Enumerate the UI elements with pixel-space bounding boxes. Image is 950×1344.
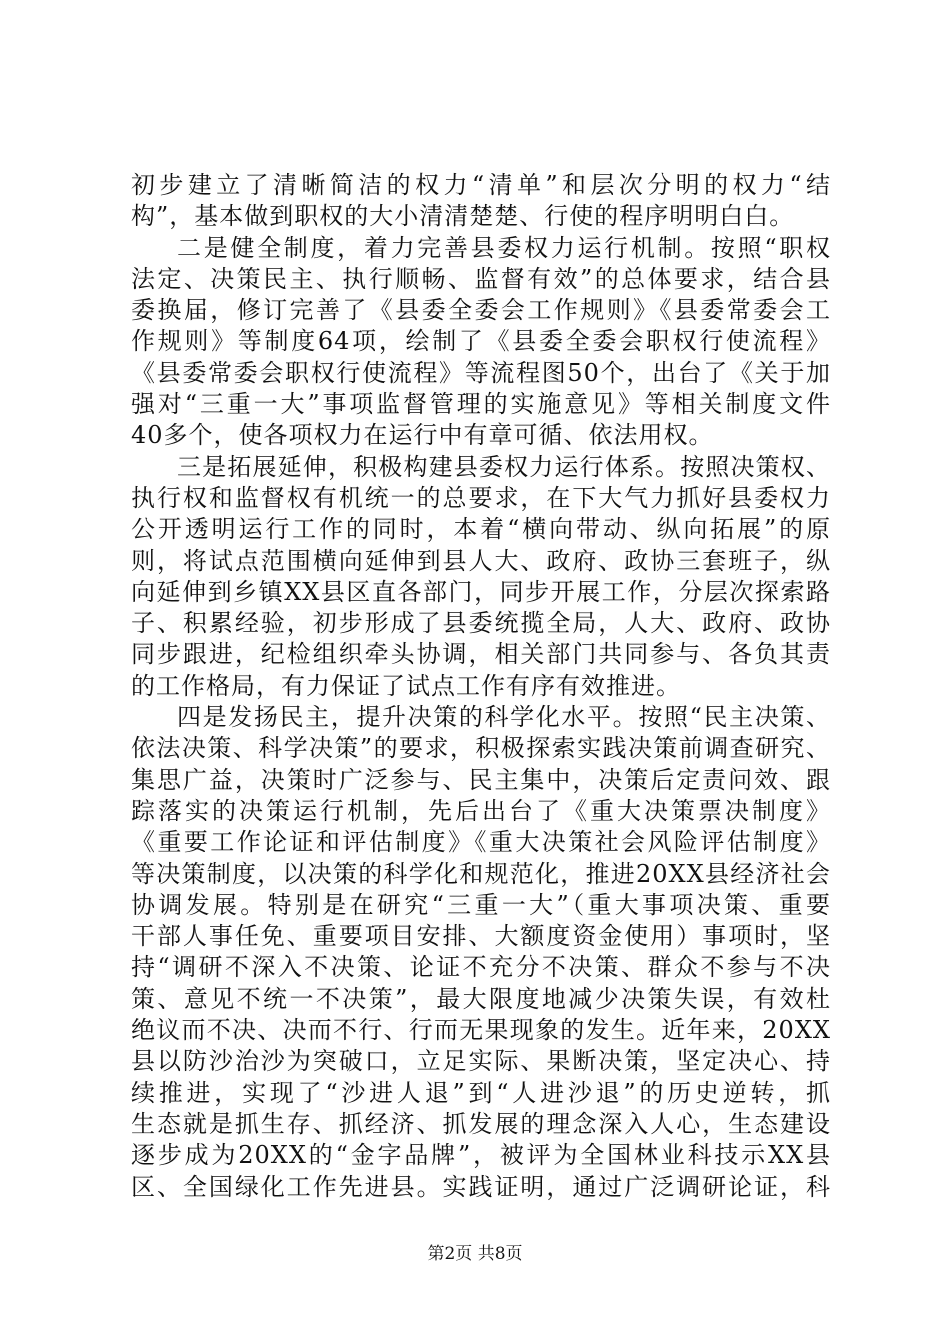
text-line: 子、积累经验，初步形成了县委统揽全局，人大、政府、政协 [131, 609, 831, 638]
text-line: 干部人事任免、重要项目安排、大额度资金使用）事项时，坚 [131, 922, 831, 951]
text-line: 则，将试点范围横向延伸到县人大、政府、政协三套班子，纵 [131, 546, 831, 575]
paragraph-first-line: 二是健全制度，着力完善县委权力运行机制。按照“职权 [177, 233, 831, 262]
text-line: 生态就是抓生存、抓经济、抓发展的理念深入人心，生态建设 [131, 1109, 831, 1138]
text-line: 40多个，使各项权力在运行中有章可循、依法用权。 [131, 421, 714, 450]
text-line: 同步跟进，纪检组织牵头协调，相关部门共同参与、各负其责 [131, 640, 831, 669]
text-line: 续推进，实现了“沙进人退”到“人进沙退”的历史逆转，抓 [131, 1078, 831, 1107]
text-line: 区、全国绿化工作先进县。实践证明，通过广泛调研论证，科 [131, 1172, 831, 1201]
text-line: 《县委常委会职权行使流程》等流程图50个，出台了《关于加 [131, 358, 831, 387]
text-line: 《重要工作论证和评估制度》《重大决策社会风险评估制度》 [131, 828, 831, 857]
text-line: 向延伸到乡镇XX县区直各部门，同步开展工作，分层次探索路 [131, 577, 831, 606]
paragraph-first-line: 四是发扬民主，提升决策的科学化水平。按照“民主决策、 [177, 703, 831, 732]
document-body [131, 170, 831, 1203]
text-line: 的工作格局，有力保证了试点工作有序有效推进。 [131, 671, 681, 700]
text-line: 集思广益，决策时广泛参与、民主集中，决策后定责问效、跟 [131, 765, 831, 794]
text-line: 强对“三重一大”事项监督管理的实施意见》等相关制度文件 [131, 390, 831, 419]
text-line: 持“调研不深入不决策、论证不充分不决策、群众不参与不决 [131, 953, 831, 982]
text-line: 依法决策、科学决策”的要求，积极探索实践决策前调查研究、 [131, 734, 831, 763]
text-line: 委换届，修订完善了《县委全委会工作规则》《县委常委会工 [131, 296, 831, 325]
text-line: 构”，基本做到职权的大小清清楚楚、行使的程序明明白白。 [131, 202, 795, 231]
text-line: 公开透明运行工作的同时，本着“横向带动、纵向拓展”的原 [131, 515, 831, 544]
page-footer: 第2页 共8页 [427, 1244, 523, 1264]
text-line: 逐步成为20XX的“金字品牌”，被评为全国林业科技示XX县 [131, 1141, 831, 1170]
text-line: 执行权和监督权有机统一的总要求，在下大气力抓好县委权力 [131, 483, 831, 512]
text-line: 初步建立了清晰简洁的权力“清单”和层次分明的权力“结 [131, 171, 831, 199]
text-line: 等决策制度，以决策的科学化和规范化，推进20XX县经济社会 [131, 859, 831, 888]
text-line: 策、意见不统一不决策”，最大限度地减少决策失误，有效杜 [131, 984, 831, 1013]
text-line: 协调发展。特别是在研究“三重一大”（重大事项决策、重要 [131, 890, 831, 919]
paragraph-first-line: 三是拓展延伸，积极构建县委权力运行体系。按照决策权、 [177, 452, 831, 481]
text-line: 作规则》等制度64项，绘制了《县委全委会职权行使流程》 [131, 327, 831, 356]
text-line: 踪落实的决策运行机制，先后出台了《重大决策票决制度》 [131, 796, 831, 825]
text-line: 绝议而不决、决而不行、行而无果现象的发生。近年来，20XX [131, 1016, 831, 1045]
text-line: 法定、决策民主、执行顺畅、监督有效”的总体要求，结合县 [131, 264, 831, 293]
text-line: 县以防沙治沙为突破口，立足实际、果断决策，坚定决心、持 [131, 1047, 831, 1076]
